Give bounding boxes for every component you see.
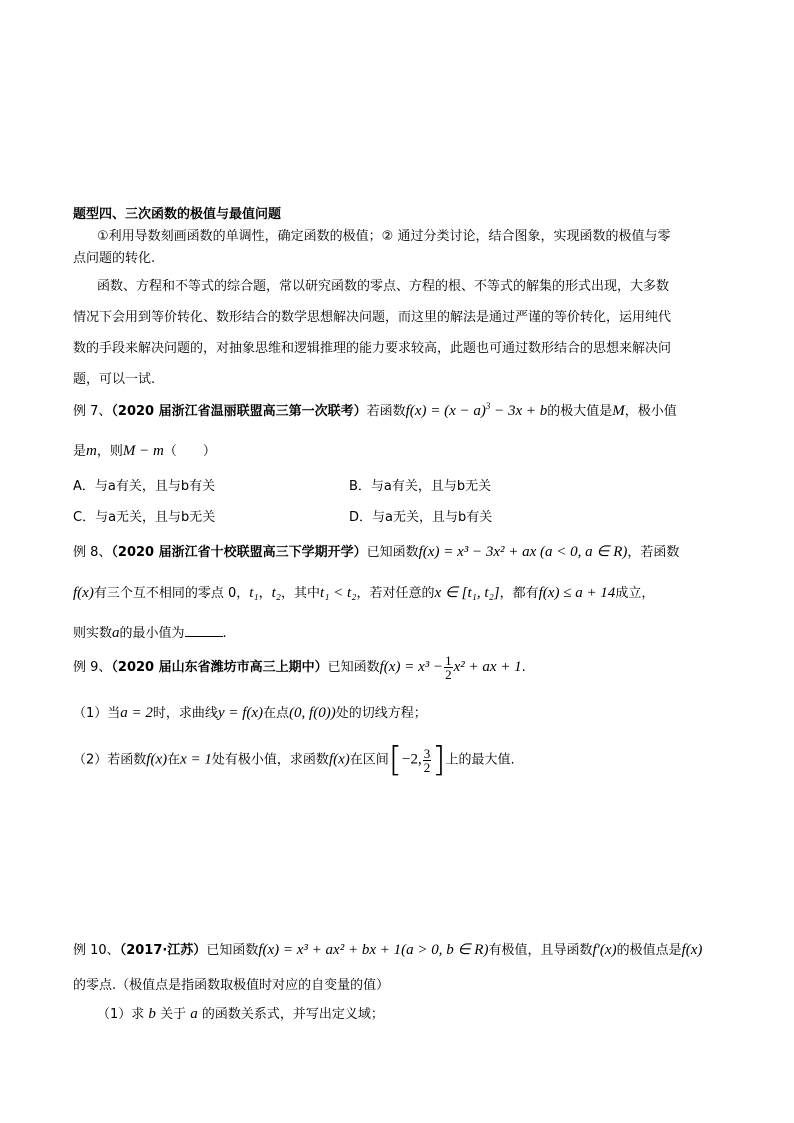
example-10-line-2: 的零点.（极值点是指函数取极值时对应的自变量的值） — [73, 978, 390, 993]
formula-rest: − 3x + b — [490, 403, 548, 419]
text: ，若对任意的 — [356, 586, 435, 601]
text: 时，求曲线 — [152, 706, 218, 721]
formula-lhs: f(x) = x³ − — [379, 659, 444, 675]
frac-num: 1 — [445, 653, 452, 668]
x-value: x = 1 — [180, 751, 212, 768]
condition: a = 2 — [120, 705, 153, 721]
var-a: a — [190, 1006, 198, 1022]
var-M: M — [612, 403, 625, 419]
option-d: D．与a无关，且与b有关 — [349, 510, 493, 525]
text: 处有极小值，求函数 — [211, 752, 329, 768]
text: 已知函数 — [206, 943, 259, 958]
left-bracket: [ — [388, 740, 403, 780]
example-8-formula: f(x) = x³ − 3x² + ax (a < 0, a ∈ R) — [418, 544, 628, 560]
text: 当 — [107, 706, 121, 721]
fx: f(x) — [681, 942, 703, 958]
example-8-source: （2020 届浙江省十校联盟高三下学期开学） — [111, 545, 367, 560]
text: （1）求 — [97, 1007, 145, 1022]
text: 则实数 — [73, 626, 113, 641]
example-9-source: （2020 届山东省潍坊市高三上期中） — [111, 660, 328, 675]
text: 处的切线方程； — [335, 706, 427, 721]
option-b: B．与a有关，且与b无关 — [349, 479, 492, 494]
example-10-line-1 — [73, 939, 702, 959]
fx: f(x) — [328, 751, 350, 768]
intro-1-line-2: 点问题的转化. — [73, 251, 156, 266]
condition: t₁ < t₂ — [320, 585, 357, 601]
text: 已知函数 — [366, 545, 419, 560]
text: ，都有 — [499, 586, 539, 601]
frac-den: 2 — [423, 759, 431, 775]
text: 在区间 — [349, 752, 389, 768]
var-m: m — [86, 443, 97, 459]
text: ，极小值 — [624, 404, 677, 419]
formula-main: f(x) = (x − a) — [405, 403, 486, 419]
intro-2-line-4: 题，可以一试. — [73, 372, 156, 387]
text: 已知函数 — [327, 660, 380, 675]
fx: f(x) — [73, 585, 94, 601]
interval-lower: −2, — [402, 751, 422, 768]
text: 若函数 — [366, 404, 406, 419]
text: ， — [258, 586, 272, 601]
point: (0, f(0)) — [289, 705, 336, 721]
text: 的极大值是 — [547, 404, 613, 419]
answer-blank — [185, 624, 223, 637]
example-9-question-1 — [73, 702, 427, 722]
example-10-source: （2017·江苏） — [119, 943, 207, 958]
text: ，其中 — [281, 586, 321, 601]
example-9-question-2 — [73, 740, 515, 780]
var-b: b — [148, 1006, 156, 1022]
example-9-line-1 — [73, 654, 526, 681]
example-10-question-1 — [97, 1003, 384, 1023]
text: 有三个互不相同的零点 0， — [93, 586, 250, 601]
frac-den: 2 — [445, 667, 452, 682]
text: ，若函数 — [627, 545, 680, 560]
example-7-line-2 — [73, 440, 216, 460]
text: 若函数 — [107, 752, 147, 768]
text: . — [521, 660, 526, 675]
fraction-three-halves — [423, 747, 432, 774]
example-8-line-3 — [73, 622, 227, 642]
formula-rhs: x² + ax + 1 — [453, 659, 522, 675]
text: 的极值点是 — [616, 943, 682, 958]
t2: t₂ — [271, 585, 282, 601]
intro-1-line-1: ①利用导数刻画函数的单调性，确定函数的极值；② 通过分类讨论，结合图象，实现函数的极值与零 — [97, 229, 671, 244]
text: 成立， — [615, 586, 655, 601]
t1: t₁ — [249, 585, 259, 601]
inequality: f(x) ≤ a + 14 — [538, 585, 616, 601]
example-8-line-1 — [73, 541, 679, 561]
intro-2-line-1: 函数、方程和不等式的综合题，常以研究函数的零点、方程的根、不等式的解集的形式出现，大多数 — [97, 279, 670, 294]
answer-paren: （ ） — [163, 444, 216, 459]
option-c: C．与a无关，且与b无关 — [73, 510, 216, 525]
text: 上的最大值. — [445, 752, 515, 768]
section-heading: 题型四、三次函数的极值与最值问题 — [73, 207, 282, 222]
example-10-formula: f(x) = x³ + ax² + bx + 1(a > 0, b ∈ R) — [258, 942, 489, 958]
text: 的函数关系式，并写出定义域； — [201, 1007, 384, 1022]
text: 有极值，且导函数 — [488, 943, 593, 958]
option-a: A．与a有关，且与b有关 — [73, 479, 216, 494]
right-bracket: ] — [432, 740, 446, 780]
example-7-label: 例 7、 — [73, 404, 112, 419]
example-7-source: （2020 届浙江省温丽联盟高三第一次联考） — [111, 404, 367, 419]
example-8-label: 例 8、 — [73, 545, 112, 560]
fx: f(x) — [146, 751, 168, 768]
frac-num: 3 — [423, 745, 431, 761]
q-number: （2） — [73, 752, 108, 768]
intro-2-line-3: 数的手段来解决问题的，对抽象思维和逻辑推理的能力要求较高，此题也可通过数形结合的思想来解决问 — [73, 341, 672, 356]
text: 在点 — [263, 706, 290, 721]
var-a: a — [112, 625, 120, 641]
example-9-label: 例 9、 — [73, 660, 112, 675]
curve: y = f(x) — [217, 705, 264, 721]
text: 在 — [167, 752, 181, 768]
text: ，则 — [96, 444, 123, 459]
example-7-formula: $f(x) = (x - a)^3 - 3x + b$ — [405, 401, 548, 419]
range: x ∈ [t₁, t₂] — [434, 585, 500, 601]
text: 关于 — [160, 1007, 187, 1022]
example-8-line-2 — [73, 582, 654, 602]
example-10-label: 例 10、 — [73, 943, 120, 958]
text: 是 — [73, 444, 87, 459]
example-7-line-1 — [73, 400, 677, 420]
text: . — [222, 626, 227, 641]
fraction-one-half — [444, 654, 453, 681]
intro-2-line-2: 情况下会用到等价转化、数形结合的数学思想解决问题，而这里的解法是通过严谨的等价转化，运用纯代 — [73, 310, 672, 325]
derivative: f′(x) — [592, 942, 617, 958]
text: 的最小值为 — [119, 626, 185, 641]
q-number: （1） — [73, 706, 108, 721]
expression: M − m — [122, 443, 164, 459]
